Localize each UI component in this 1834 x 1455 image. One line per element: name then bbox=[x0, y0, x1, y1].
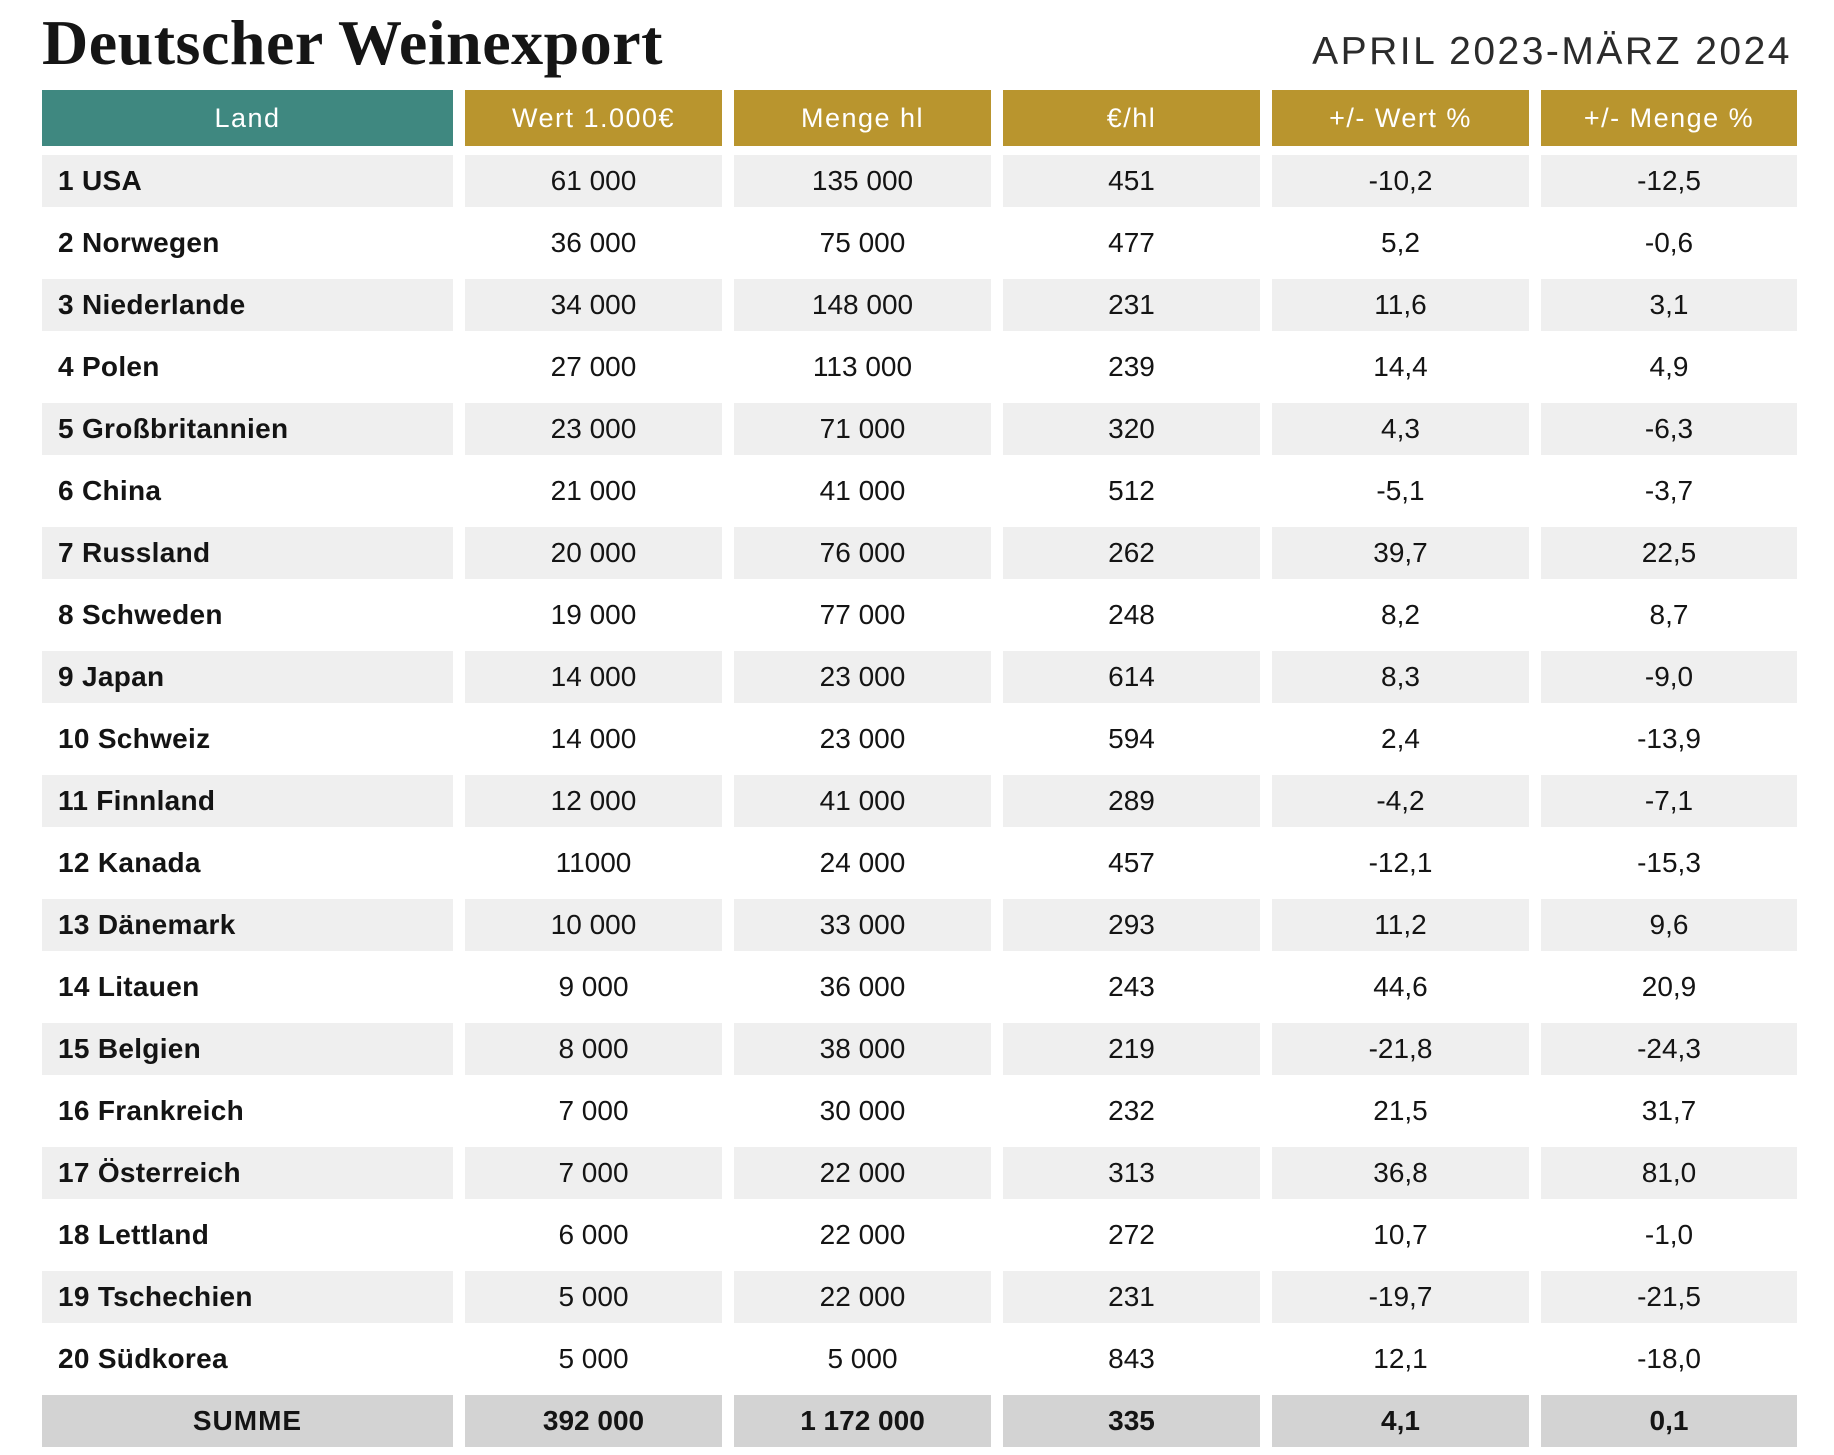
eur-hl-cell: 614 bbox=[1003, 651, 1260, 703]
table-body bbox=[42, 155, 1792, 1385]
wert-cell: 27 000 bbox=[550, 351, 637, 382]
wert-pct-cell: 12,1 bbox=[1373, 1343, 1428, 1374]
eur-hl-cell: 232 bbox=[1108, 1095, 1155, 1126]
summary-label: SUMME bbox=[42, 1395, 453, 1447]
menge-pct-cell: 8,7 bbox=[1649, 599, 1689, 630]
table-row bbox=[42, 1147, 1792, 1199]
wert-pct-cell: 11,6 bbox=[1272, 279, 1529, 331]
eur-hl-cell: 451 bbox=[1003, 155, 1260, 207]
wert-pct-cell: 4,3 bbox=[1272, 403, 1529, 455]
country-cell: 6 China bbox=[58, 475, 162, 506]
country-cell: 1 USA bbox=[42, 155, 453, 207]
summary-wert-pct-cell: 4,1 bbox=[1272, 1395, 1529, 1447]
country-cell: 3 Niederlande bbox=[42, 279, 453, 331]
menge-pct-cell: -12,5 bbox=[1541, 155, 1797, 207]
menge-pct-cell: -24,3 bbox=[1541, 1023, 1797, 1075]
wert-pct-cell: 8,2 bbox=[1381, 599, 1420, 630]
menge-cell: 33 000 bbox=[734, 899, 991, 951]
eur-hl-cell: 457 bbox=[1108, 847, 1155, 878]
wert-cell: 61 000 bbox=[465, 155, 722, 207]
table-row bbox=[42, 961, 1792, 1013]
wert-cell: 5 000 bbox=[558, 1343, 629, 1374]
column-header-wert: Wert 1.000€ bbox=[465, 90, 722, 146]
eur-hl-cell: 262 bbox=[1003, 527, 1260, 579]
wert-pct-cell: 11,2 bbox=[1272, 899, 1529, 951]
country-cell: 20 Südkorea bbox=[58, 1343, 228, 1374]
menge-cell: 38 000 bbox=[734, 1023, 991, 1075]
column-header-land: Land bbox=[42, 90, 453, 146]
country-cell: 18 Lettland bbox=[58, 1219, 210, 1250]
menge-cell: 75 000 bbox=[819, 227, 906, 258]
menge-cell: 41 000 bbox=[819, 475, 906, 506]
menge-pct-cell: 22,5 bbox=[1541, 527, 1797, 579]
wert-pct-cell: -5,1 bbox=[1376, 475, 1425, 506]
menge-cell: 148 000 bbox=[734, 279, 991, 331]
menge-pct-cell: -9,0 bbox=[1541, 651, 1797, 703]
menge-pct-cell: 20,9 bbox=[1641, 971, 1697, 1002]
eur-hl-cell: 289 bbox=[1003, 775, 1260, 827]
column-header-wert-pct: +/- Wert % bbox=[1272, 90, 1529, 146]
eur-hl-cell: 477 bbox=[1108, 227, 1155, 258]
menge-pct-cell: 9,6 bbox=[1541, 899, 1797, 951]
table-row bbox=[42, 1333, 1792, 1385]
country-cell: 7 Russland bbox=[42, 527, 453, 579]
wert-cell: 21 000 bbox=[550, 475, 637, 506]
country-cell: 5 Großbritannien bbox=[42, 403, 453, 455]
menge-pct-cell: -21,5 bbox=[1541, 1271, 1797, 1323]
wert-cell: 7 000 bbox=[558, 1095, 629, 1126]
eur-hl-cell: 239 bbox=[1108, 351, 1155, 382]
menge-cell: 5 000 bbox=[827, 1343, 898, 1374]
country-cell: 12 Kanada bbox=[58, 847, 201, 878]
wert-cell: 5 000 bbox=[465, 1271, 722, 1323]
wert-cell: 23 000 bbox=[465, 403, 722, 455]
menge-pct-cell: -3,7 bbox=[1644, 475, 1694, 506]
table-row bbox=[42, 589, 1792, 641]
table-row bbox=[42, 1023, 1792, 1075]
country-cell: 14 Litauen bbox=[58, 971, 200, 1002]
wine-export-table bbox=[42, 90, 1792, 1447]
wert-cell: 34 000 bbox=[465, 279, 722, 331]
summary-menge-pct-cell: 0,1 bbox=[1541, 1395, 1797, 1447]
wert-pct-cell: 10,7 bbox=[1373, 1219, 1428, 1250]
menge-cell: 23 000 bbox=[734, 651, 991, 703]
table-row bbox=[42, 1085, 1792, 1137]
wert-cell: 8 000 bbox=[465, 1023, 722, 1075]
column-header-menge-pct: +/- Menge % bbox=[1541, 90, 1797, 146]
wert-cell: 19 000 bbox=[550, 599, 637, 630]
eur-hl-cell: 231 bbox=[1003, 1271, 1260, 1323]
country-cell: 13 Dänemark bbox=[42, 899, 453, 951]
menge-cell: 22 000 bbox=[734, 1147, 991, 1199]
table-row bbox=[42, 217, 1792, 269]
country-cell: 11 Finnland bbox=[42, 775, 453, 827]
column-header-eur-hl: €/hl bbox=[1003, 90, 1260, 146]
menge-cell: 22 000 bbox=[819, 1219, 906, 1250]
eur-hl-cell: 512 bbox=[1108, 475, 1155, 506]
menge-pct-cell: -13,9 bbox=[1637, 723, 1701, 754]
menge-cell: 24 000 bbox=[819, 847, 906, 878]
wert-cell: 7 000 bbox=[465, 1147, 722, 1199]
menge-pct-cell: 4,9 bbox=[1649, 351, 1689, 382]
eur-hl-cell: 843 bbox=[1108, 1343, 1155, 1374]
wert-cell: 10 000 bbox=[465, 899, 722, 951]
country-cell: 10 Schweiz bbox=[58, 723, 211, 754]
summary-row bbox=[42, 1395, 1792, 1447]
country-cell: 16 Frankreich bbox=[58, 1095, 244, 1126]
menge-pct-cell: -0,6 bbox=[1644, 227, 1694, 258]
country-cell: 17 Österreich bbox=[42, 1147, 453, 1199]
table-row bbox=[42, 527, 1792, 579]
country-cell: 2 Norwegen bbox=[58, 227, 220, 258]
eur-hl-cell: 248 bbox=[1108, 599, 1155, 630]
wert-cell: 12 000 bbox=[465, 775, 722, 827]
wert-cell: 11000 bbox=[555, 847, 632, 878]
menge-cell: 23 000 bbox=[819, 723, 906, 754]
wert-pct-cell: 14,4 bbox=[1373, 351, 1428, 382]
wert-pct-cell: -21,8 bbox=[1272, 1023, 1529, 1075]
country-cell: 15 Belgien bbox=[42, 1023, 453, 1075]
wert-cell: 9 000 bbox=[558, 971, 629, 1002]
wert-pct-cell: 21,5 bbox=[1373, 1095, 1428, 1126]
menge-cell: 76 000 bbox=[734, 527, 991, 579]
country-cell: 9 Japan bbox=[42, 651, 453, 703]
country-cell: 19 Tschechien bbox=[42, 1271, 453, 1323]
summary-menge-cell: 1 172 000 bbox=[734, 1395, 991, 1447]
table-row bbox=[42, 651, 1792, 703]
menge-pct-cell: 3,1 bbox=[1541, 279, 1797, 331]
menge-cell: 30 000 bbox=[819, 1095, 906, 1126]
menge-pct-cell: -6,3 bbox=[1541, 403, 1797, 455]
wert-pct-cell: -4,2 bbox=[1272, 775, 1529, 827]
wert-cell: 20 000 bbox=[465, 527, 722, 579]
table-row bbox=[42, 837, 1792, 889]
wert-cell: 6 000 bbox=[558, 1219, 629, 1250]
header bbox=[42, 4, 1792, 84]
menge-pct-cell: -15,3 bbox=[1637, 847, 1701, 878]
page-title: Deutscher Weinexport bbox=[42, 7, 663, 78]
wert-pct-cell: 2,4 bbox=[1381, 723, 1420, 754]
wert-cell: 14 000 bbox=[465, 651, 722, 703]
menge-pct-cell: 81,0 bbox=[1541, 1147, 1797, 1199]
table-row bbox=[42, 465, 1792, 517]
wert-pct-cell: 8,3 bbox=[1272, 651, 1529, 703]
menge-cell: 71 000 bbox=[734, 403, 991, 455]
eur-hl-cell: 219 bbox=[1003, 1023, 1260, 1075]
report-period: APRIL 2023-MÄRZ 2024 bbox=[1312, 30, 1792, 73]
menge-cell: 22 000 bbox=[734, 1271, 991, 1323]
menge-cell: 41 000 bbox=[734, 775, 991, 827]
table-row bbox=[42, 279, 1792, 331]
country-cell: 4 Polen bbox=[58, 351, 160, 382]
column-header-menge: Menge hl bbox=[734, 90, 991, 146]
eur-hl-cell: 320 bbox=[1003, 403, 1260, 455]
eur-hl-cell: 272 bbox=[1108, 1219, 1155, 1250]
table-header-row bbox=[42, 90, 1792, 146]
summary-eur-hl-cell: 335 bbox=[1003, 1395, 1260, 1447]
table-row bbox=[42, 403, 1792, 455]
menge-pct-cell: -18,0 bbox=[1637, 1343, 1701, 1374]
menge-pct-cell: -1,0 bbox=[1644, 1219, 1694, 1250]
table-row bbox=[42, 155, 1792, 207]
eur-hl-cell: 243 bbox=[1108, 971, 1155, 1002]
summary-wert-cell: 392 000 bbox=[465, 1395, 722, 1447]
wert-cell: 14 000 bbox=[550, 723, 637, 754]
country-cell: 8 Schweden bbox=[58, 599, 223, 630]
eur-hl-cell: 293 bbox=[1003, 899, 1260, 951]
wert-pct-cell: 39,7 bbox=[1272, 527, 1529, 579]
wert-cell: 36 000 bbox=[550, 227, 637, 258]
menge-cell: 113 000 bbox=[812, 351, 913, 382]
wert-pct-cell: 36,8 bbox=[1272, 1147, 1529, 1199]
wert-pct-cell: -10,2 bbox=[1272, 155, 1529, 207]
table-row bbox=[42, 1271, 1792, 1323]
eur-hl-cell: 313 bbox=[1003, 1147, 1260, 1199]
table-row bbox=[42, 775, 1792, 827]
menge-pct-cell: 31,7 bbox=[1641, 1095, 1697, 1126]
wert-pct-cell: -19,7 bbox=[1272, 1271, 1529, 1323]
wert-pct-cell: 44,6 bbox=[1373, 971, 1428, 1002]
menge-cell: 77 000 bbox=[819, 599, 906, 630]
table-row bbox=[42, 341, 1792, 393]
eur-hl-cell: 231 bbox=[1003, 279, 1260, 331]
wert-pct-cell: 5,2 bbox=[1381, 227, 1420, 258]
eur-hl-cell: 594 bbox=[1108, 723, 1155, 754]
menge-pct-cell: -7,1 bbox=[1541, 775, 1797, 827]
wert-pct-cell: -12,1 bbox=[1368, 847, 1433, 878]
table-row bbox=[42, 899, 1792, 951]
menge-cell: 135 000 bbox=[734, 155, 991, 207]
menge-cell: 36 000 bbox=[819, 971, 906, 1002]
table-row bbox=[42, 1209, 1792, 1261]
table-row bbox=[42, 713, 1792, 765]
